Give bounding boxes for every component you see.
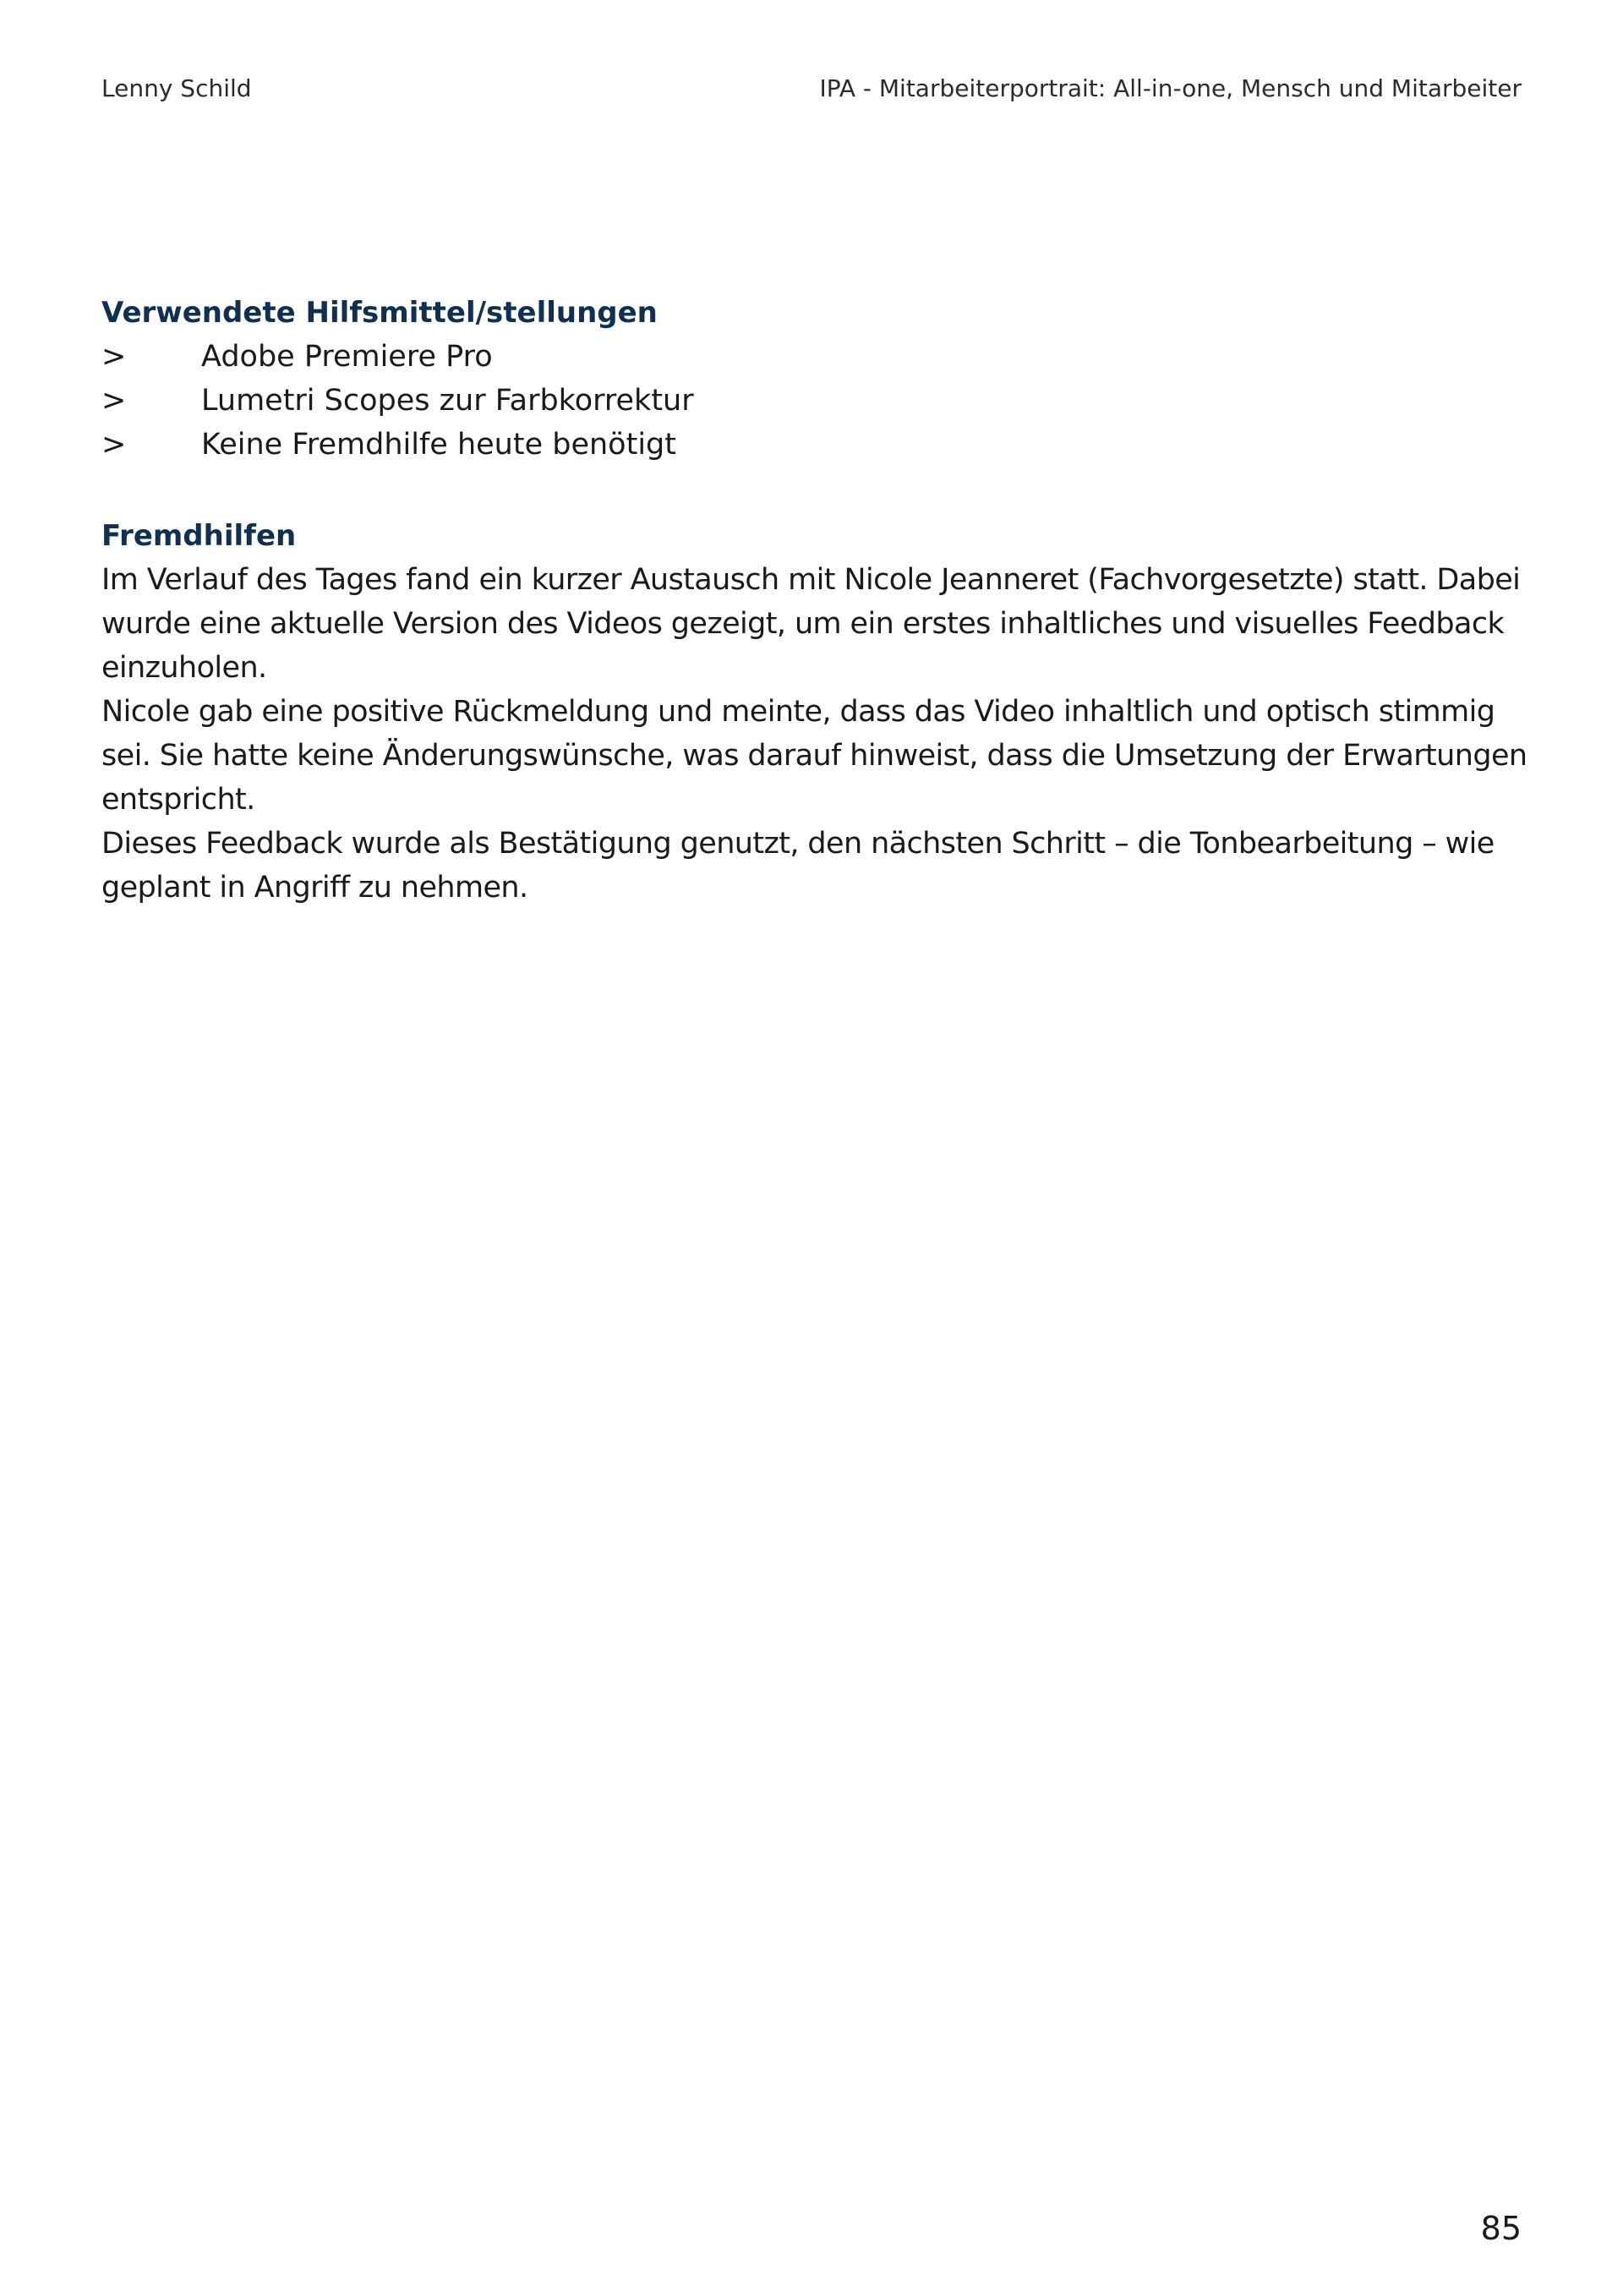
bullet-marker: > (101, 340, 127, 374)
bullet-marker: > (101, 384, 127, 418)
header-document-title: IPA - Mitarbeiterportrait: All-in-one, Mensch und Mitarbeiter (819, 74, 1522, 102)
help-paragraph: Dieses Feedback wurde als Bestätigung genutzt, den nächsten Schritt – die Tonbearbeitung – wie geplant in Angriff zu nehmen. (101, 827, 1495, 905)
page-number: 85 (1480, 2210, 1522, 2247)
bullet-marker: > (101, 428, 127, 462)
list-item-text: Lumetri Scopes zur Farbkorrektur (201, 384, 694, 418)
section-spacer (101, 467, 1538, 514)
help-heading: Fremdhilfen (101, 519, 297, 553)
list-item (101, 379, 1538, 423)
help-paragraph: Nicole gab eine positive Rückmeldung und meinte, dass das Video inhaltlich und optisch stimmig sei. Sie hatte keine Änderungswünsche, was darauf hinweist, dass die Umsetzung der Erwartungen entspricht. (101, 695, 1527, 817)
header-author: Lenny Schild (101, 74, 252, 102)
page-header (101, 74, 1522, 108)
page-content (101, 291, 1538, 910)
list-item-text: Keine Fremdhilfe heute benötigt (201, 428, 676, 462)
list-item-text: Adobe Premiere Pro (201, 340, 493, 374)
list-item (101, 423, 1538, 467)
tools-heading: Verwendete Hilfsmittel/stellungen (101, 296, 658, 330)
help-paragraph: Im Verlauf des Tages fand ein kurzer Austausch mit Nicole Jeanneret (Fachvorgesetzte) statt. Dabei wurde eine aktuelle Version des Videos gezeigt, um ein erstes inhaltliches und visuelles Feedback einzuholen. (101, 563, 1521, 685)
list-item (101, 335, 1538, 379)
tools-list (101, 335, 1538, 467)
